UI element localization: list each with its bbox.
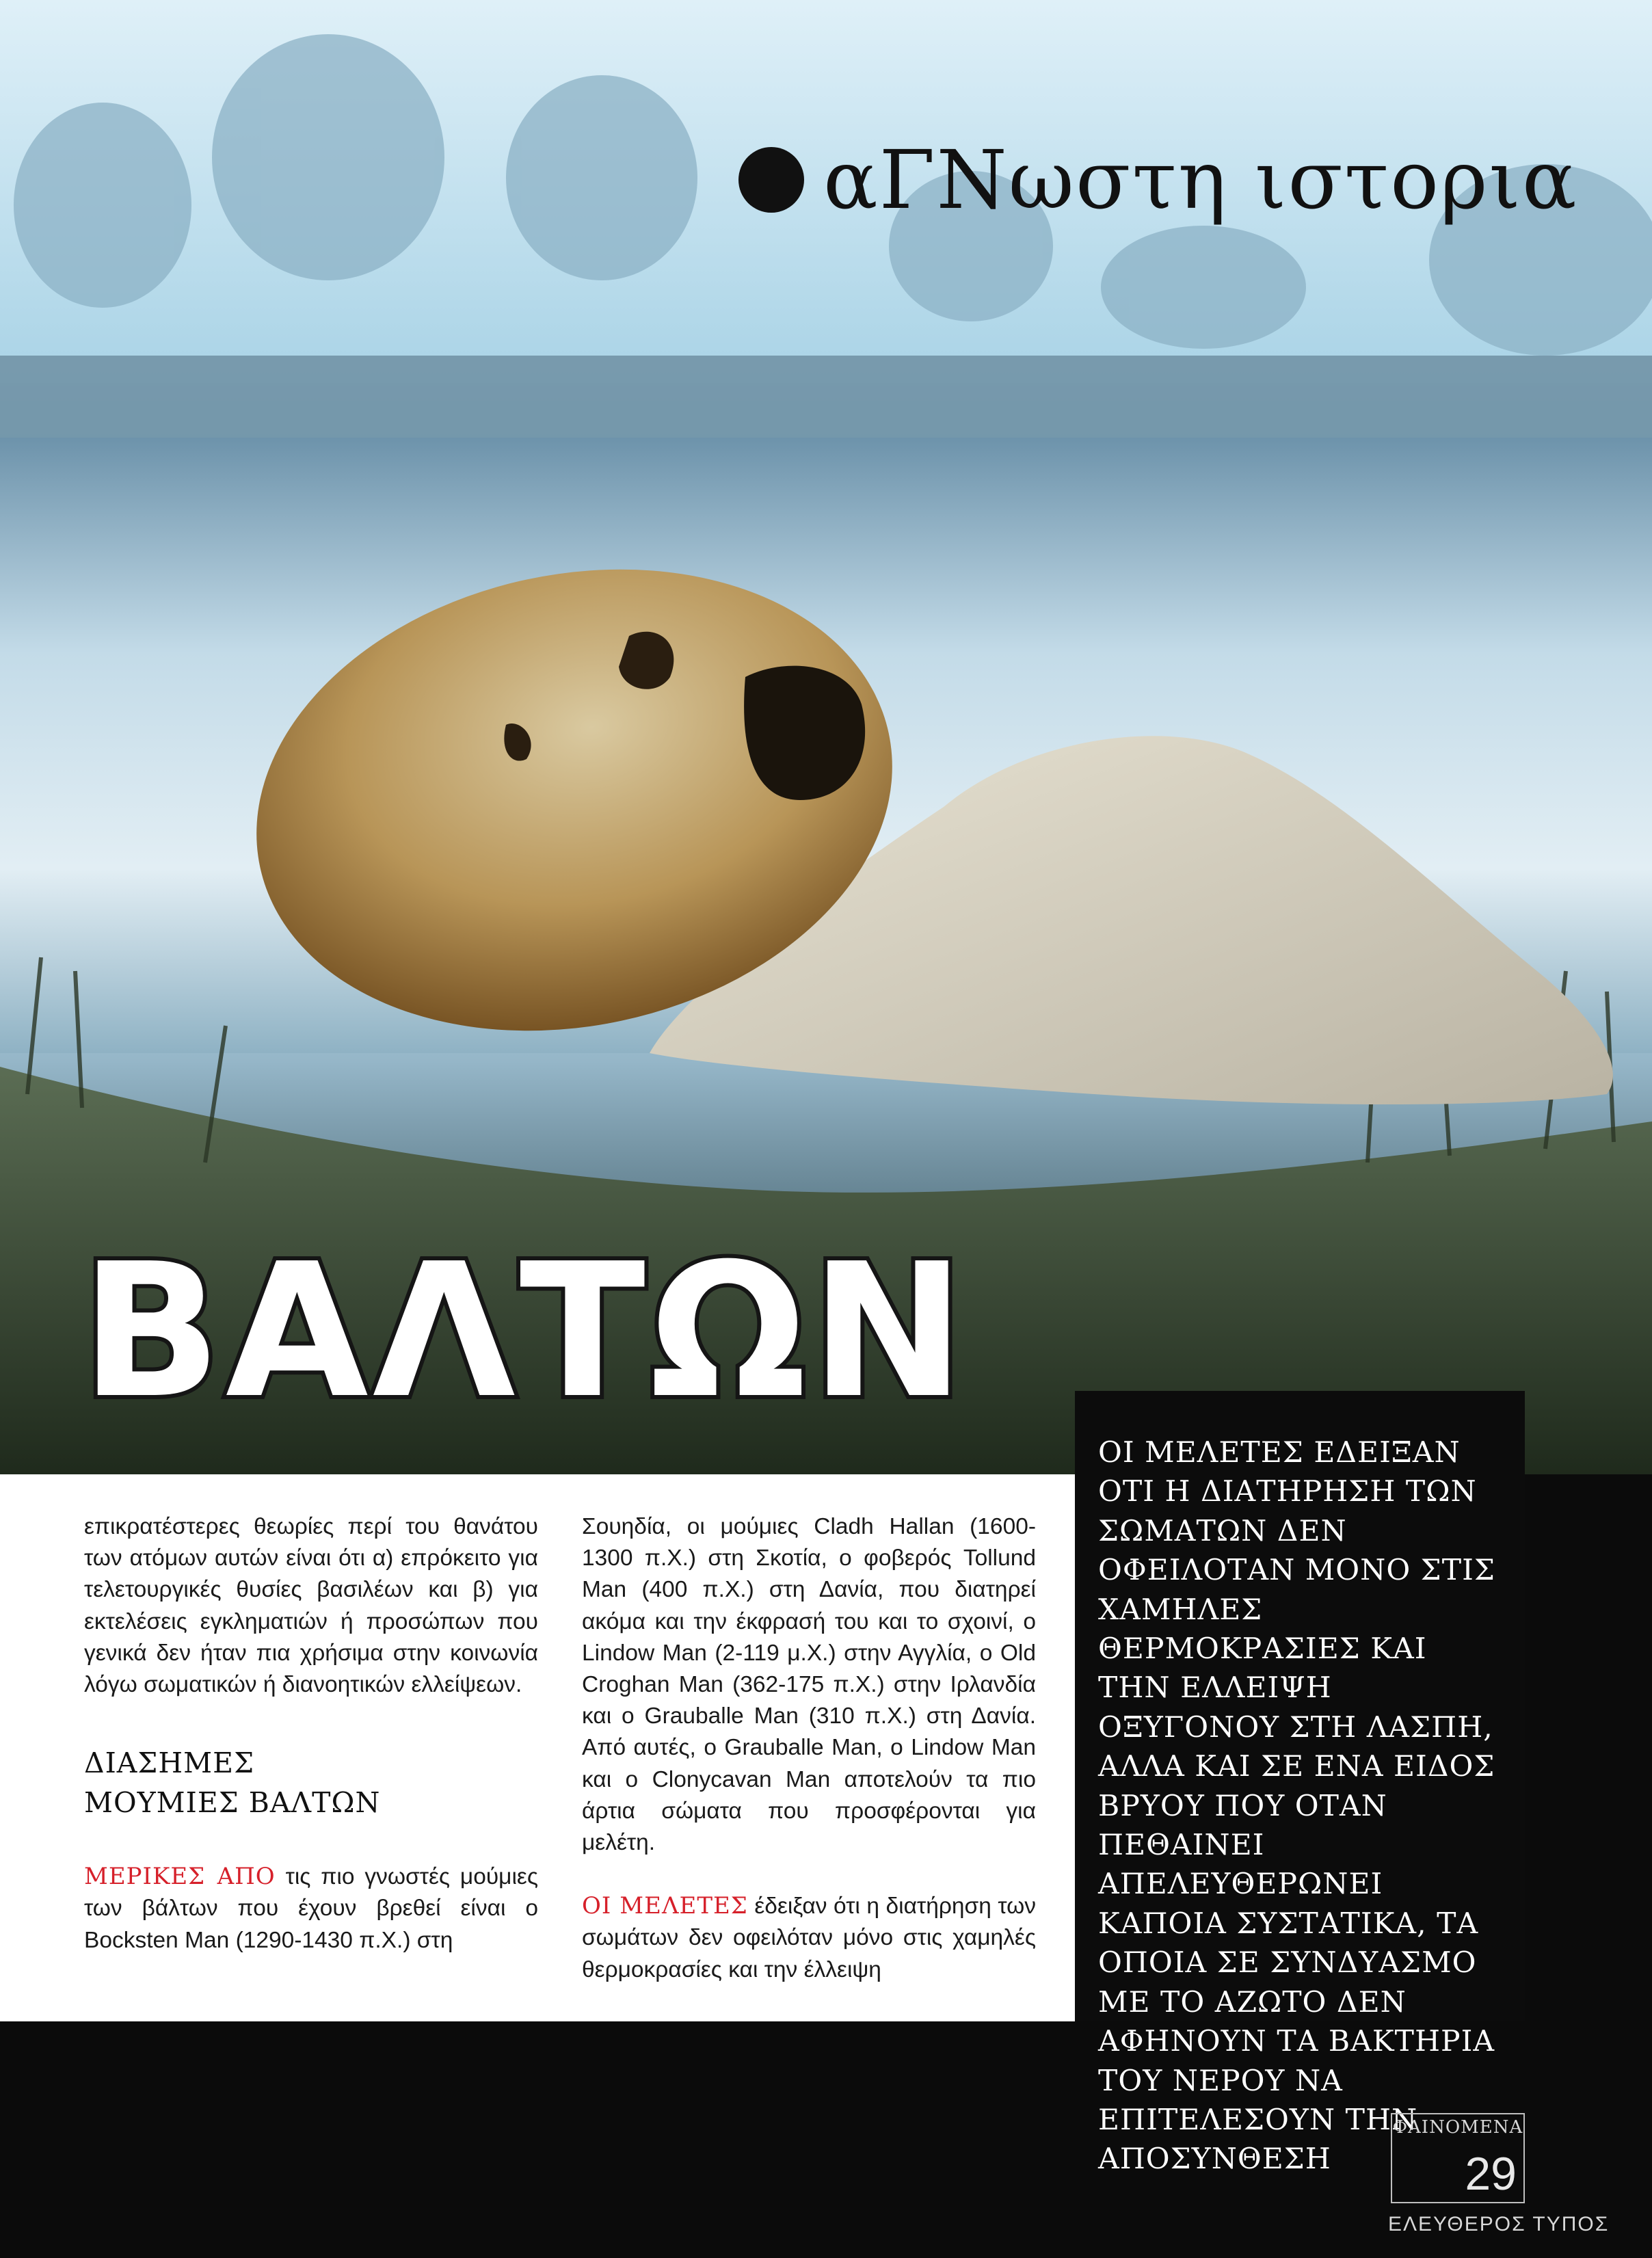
text-column-1 <box>84 1511 538 1956</box>
pull-quote-text: ΟΙ ΜΕΛΕΤΕΣ ΕΔΕΙΞΑΝ ΟΤΙ Η ΔΙΑΤΗΡΗΣΗ ΤΩΝ ΣΩΜΑΤΩΝ ΔΕΝ ΟΦΕΙΛΟΤΑΝ ΜΟΝΟ ΣΤΙΣ ΧΑΜΗΛΕΣ ΘΕΡΜΟΚΡΑΣΙΕΣ ΚΑΙ ΤΗΝ ΕΛΛΕΙΨΗ ΟΞΥΓΟΝΟΥ ΣΤΗ ΛΑΣΠΗ, ΑΛΛΑ ΚΑΙ ΣΕ ΕΝΑ ΕΙΔΟΣ ΒΡΥΟΥ ΠΟΥ ΟΤΑΝ ΠΕΘΑΙΝΕΙ ΑΠΕΛΕΥΘΕΡΩΝΕΙ ΚΑΠΟΙΑ ΣΥΣΤΑΤΙΚΑ, ΤΑ ΟΠΟΙΑ ΣΕ ΣΥΝΔΥΑΣΜΟ ΜΕ ΤΟ ΑΖΩΤΟ ΔΕΝ ΑΦΗΝΟΥΝ ΤΑ ΒΑΚΤΗΡΙΑ ΤΟΥ ΝΕΡΟΥ ΝΑ ΕΠΙΤΕΛΕΣΟΥΝ ΤΗΝ ΑΠΟΣΥΝΘΕΣΗ <box>1098 1436 1495 2177</box>
publication-name: ΕΛΕΥΘΕΡΟΣ ΤΥΠΟΣ <box>1388 2213 1610 2235</box>
paragraph: επικρατέστερες θεωρίες περί του θανάτου των ατόμων αυτών είναι ότι α) επρόκειτο για τελετουργικές θυσίες βασιλέων και β) για εκτελέσεις εγκληματιών ή προσώπων που γενικά δεν ήταν πια χρήσιμα στην κοινωνία λόγω σωματικών ή διανοητικών ελλείψεων. <box>84 1514 538 1698</box>
paragraph: Σουηδία, οι μούμιες Cladh Hallan (1600-1300 π.Χ.) στη Σκοτία, ο φοβερός Tollund Man (400 π.Χ.) στη Δανία, που διατηρεί ακόμα και την έκφρασή του και το σχοινί, ο Lindow Man (2-119 μ.Χ.) στην Αγγλία, ο Old Croghan Man (362-175 π.Χ.) στην Ιρλανδία και ο Grauballe Man (310 π.Χ.) στη Δανία. Από αυτές, ο Grauballe Man, ο Lindow Man και ο Clonycavan Man αποτελούν τα πιο άρτια σώματα που προσφέρονται για μελέτη. <box>582 1514 1036 1856</box>
section-title: αΓΝωστη ιστορια <box>823 133 1578 227</box>
subheading <box>84 1743 538 1822</box>
subheading-line: ΜΟΥΜΙΕΣ ΒΑΛΤΩΝ <box>84 1786 381 1820</box>
bullet-dot-icon <box>738 147 804 213</box>
paragraph-text: έδειξαν ότι η διατήρηση των σωμάτων δεν οφειλόταν μόνο στις χαμηλές θερμοκρασίες και την έλλειψη <box>582 1894 1036 1982</box>
lead-in: ΜΕΡΙΚΕΣ ΑΠΟ <box>84 1863 276 1891</box>
magazine-name: ΦΑΙΝΟΜΕΝΑ <box>1392 2117 1523 2138</box>
lead-in: ΟΙ ΜΕΛΕΤΕΣ <box>582 1892 748 1920</box>
page-number: 29 <box>1465 2148 1517 2200</box>
subheading-line: ΔΙΑΣΗΜΕΣ <box>84 1746 255 1780</box>
paragraph <box>582 1890 1036 1986</box>
article-title: ΒΑΛΤΩΝ <box>81 1223 970 1439</box>
folio-box <box>1391 2113 1525 2203</box>
paragraph-text: τις πιο γνωστές μούμιες των βάλτων που έχουν βρεθεί είναι ο Bocksten Man (1290-1430 π.Χ.) στη <box>84 1864 538 1953</box>
page-footer <box>1388 2113 1610 2236</box>
paragraph <box>84 1861 538 1956</box>
text-column-2 <box>582 1511 1036 1986</box>
section-header <box>738 129 1578 231</box>
article-body <box>0 1474 1075 2021</box>
